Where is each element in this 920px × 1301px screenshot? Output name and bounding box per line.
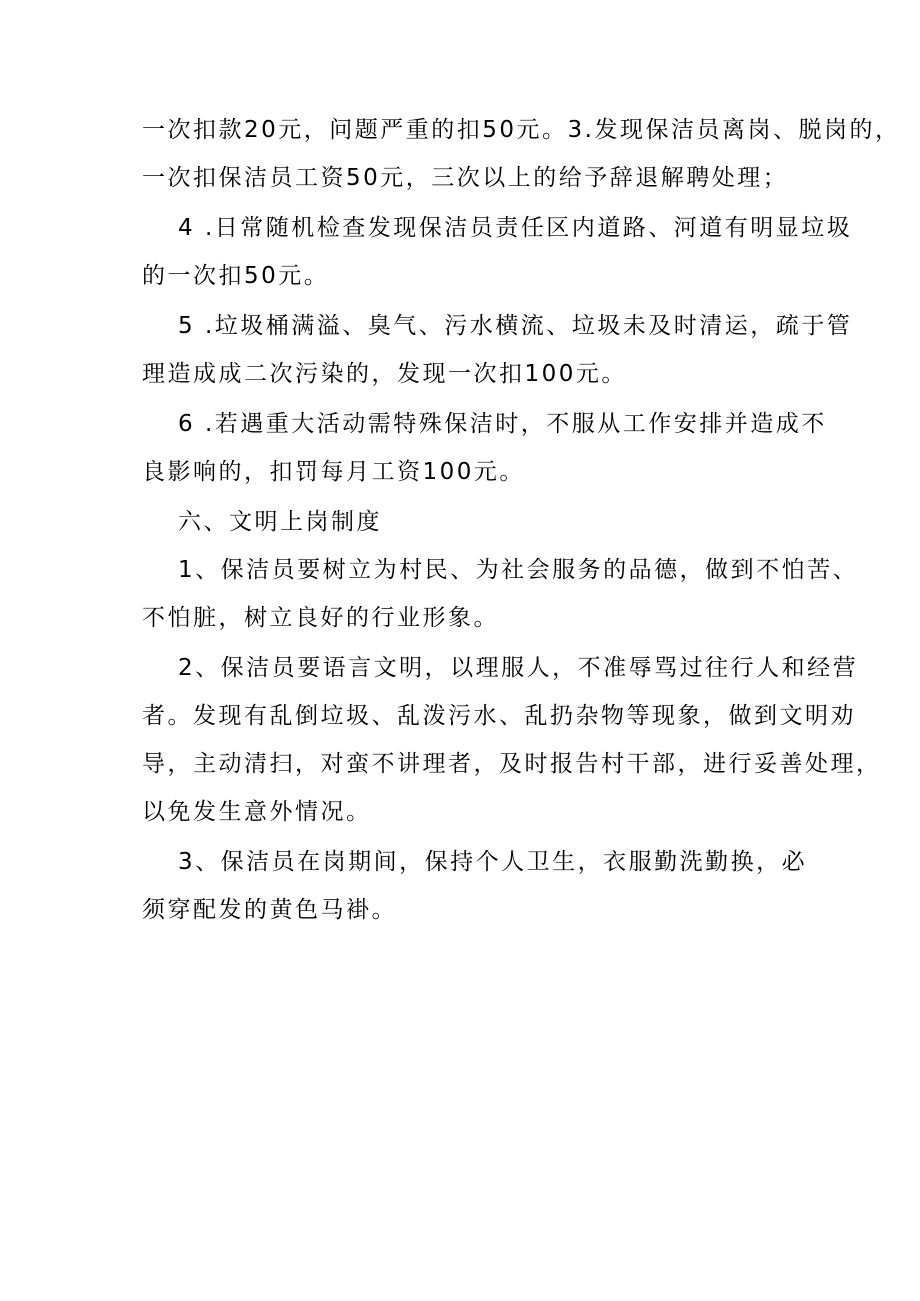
paragraph-rule-3-line-1: 3、保洁员在岗期间，保持个人卫生，衣服勤洗勤换，必 (178, 849, 808, 875)
paragraph-item-6-line-2: 良影响的，扣罚每月工资100元。 (142, 459, 525, 485)
paragraph-item-5-line-1: 5 .垃圾桶满溢、臭气、污水横流、垃圾未及时清运，疏于管 (178, 313, 853, 339)
paragraph-rule-1-line-2: 不怕脏，树立良好的行业形象。 (142, 605, 499, 631)
paragraph-rule-2-line-2: 者。发现有乱倒垃圾、乱泼污水、乱扔杂物等现象，做到文明劝 (142, 703, 856, 729)
paragraph-rule-3-line-2: 须穿配发的黄色马褂。 (142, 897, 397, 923)
paragraph-item-4-line-2: 的一次扣50元。 (142, 263, 330, 289)
paragraph-item-5-line-2: 理造成成二次污染的，发现一次扣100元。 (142, 361, 627, 387)
paragraph-penalty-line-2: 一次扣保洁员工资50元，三次以上的给予辞退解聘处理； (142, 165, 789, 191)
paragraph-rule-2-line-4: 以免发生意外情况。 (142, 799, 372, 825)
paragraph-rule-1-line-1: 1、保洁员要树立为村民、为社会服务的品德，做到不怕苦、 (178, 557, 859, 583)
paragraph-item-6-line-1: 6 .若遇重大活动需特殊保洁时，不服从工作安排并造成不 (178, 411, 827, 437)
paragraph-penalty-line-1: 一次扣款20元，问题严重的扣50元。3.发现保洁员离岗、脱岗的， (142, 117, 901, 143)
paragraph-rule-2-line-3: 导，主动清扫，对蛮不讲理者，及时报告村干部，进行妥善处理， (142, 751, 882, 777)
section-heading: 六、文明上岗制度 (178, 509, 382, 535)
paragraph-rule-2-line-1: 2、保洁员要语言文明，以理服人，不准辱骂过往行人和经营 (178, 655, 859, 681)
paragraph-item-4-line-1: 4 .日常随机检查发现保洁员责任区内道路、河道有明显垃圾 (178, 215, 853, 241)
